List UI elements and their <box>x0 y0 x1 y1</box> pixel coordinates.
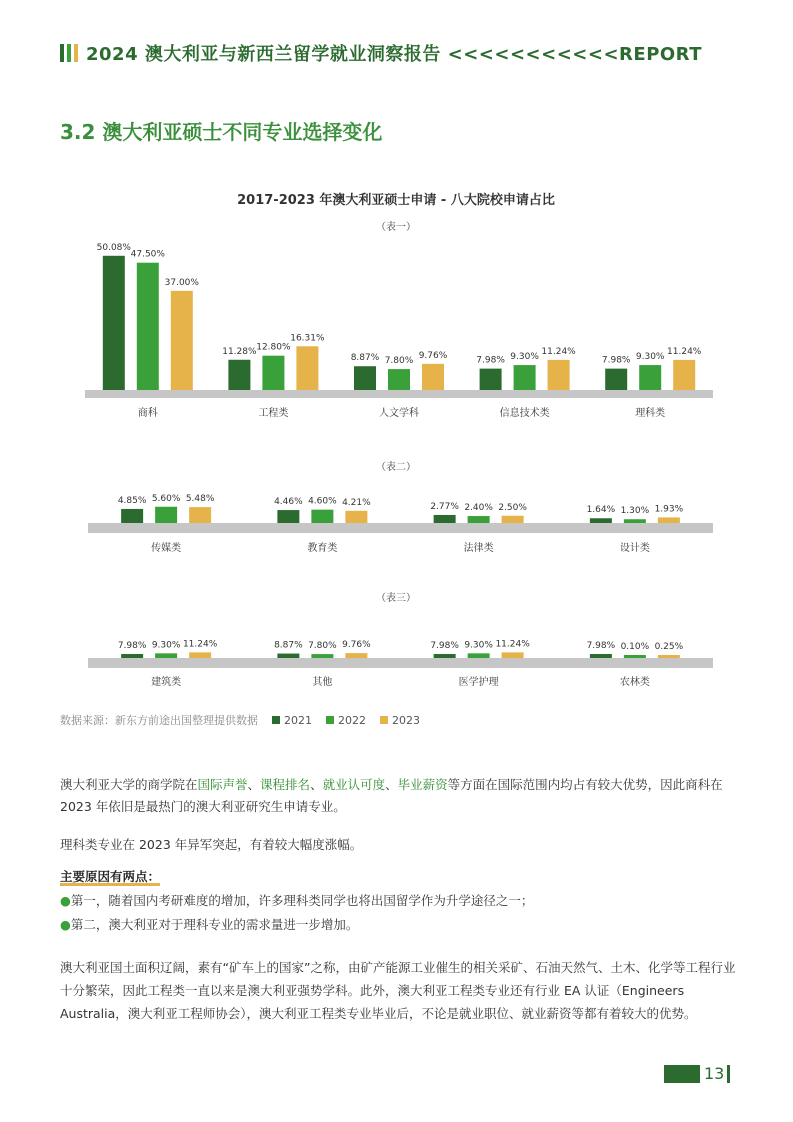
legend-swatch-icon <box>326 716 334 724</box>
report-title: 2024 澳大利亚与新西兰留学就业洞察报告 <<<<<<<<<<<REPORT <box>86 44 703 65</box>
bar-信息技术类-2021 <box>480 369 502 390</box>
legend-swatch-icon <box>272 716 280 724</box>
data-label: 7.98% <box>430 641 459 652</box>
data-label: 4.21% <box>342 497 371 508</box>
bar-人文学科-2022 <box>388 369 410 390</box>
category-label: 人文学科 <box>379 408 419 419</box>
highlight-salary: 毕业薪资 <box>397 777 448 792</box>
data-label: 7.80% <box>384 356 414 367</box>
bar-传媒类-2021 <box>121 509 143 523</box>
bullet-text: 第一，随着国内考研难度的增加，许多理科类同学也将出国留学作为升学途径之一； <box>70 893 534 908</box>
text-run: 、 <box>310 777 323 792</box>
text-run: 、 <box>247 777 261 792</box>
data-label: 50.08% <box>96 242 131 253</box>
paragraph-engineering: 澳大利亚国土面积辽阔，素有“矿车上的国家”之称，由矿产能源工业催生的相关采矿、石油天然气、土木、化学等工程行业十分繁荣，因此工程类一直以来是澳大利亚强势学科。此外，澳大利亚工程类专业还有行业 EA 认证（Engineers Australia，澳大利亚工程师协会），澳大利亚工程类专业毕业后，不论是就业职位、就业薪资等都有着较大的优势。 <box>60 960 736 1021</box>
bar-法律类-2021 <box>434 515 456 523</box>
bar-设计类-2022 <box>624 519 646 523</box>
category-label: 医学护理 <box>458 677 499 688</box>
chart-title: 2017-2023 年澳大利亚硕士申请 - 八大院校申请占比 <box>237 193 555 208</box>
reasons-heading-text: 主要原因有两点： <box>60 869 161 884</box>
bar-农林类-2021 <box>590 654 612 658</box>
data-label: 2.77% <box>430 501 459 512</box>
bar-法律类-2023 <box>502 516 524 523</box>
data-label: 2.50% <box>498 502 527 513</box>
data-label: 11.24% <box>541 346 576 357</box>
bar-农林类-2022 <box>624 655 646 658</box>
text-run: 、 <box>385 777 398 792</box>
data-label: 11.28% <box>222 346 257 357</box>
legend-swatch-icon <box>380 716 388 724</box>
data-label: 7.98% <box>601 355 631 366</box>
bar-传媒类-2023 <box>189 507 211 523</box>
chart-axis-band <box>88 523 713 533</box>
data-label: 47.50% <box>130 249 165 260</box>
data-label: 37.00% <box>164 277 199 288</box>
category-label: 商科 <box>137 408 158 419</box>
bar-其他-2021 <box>277 654 299 658</box>
category-label: 建筑类 <box>151 677 182 688</box>
category-label: 农林类 <box>619 677 650 688</box>
legend-label: 2022 <box>338 713 366 727</box>
bar-教育类-2023 <box>345 511 367 523</box>
data-label: 7.98% <box>117 641 147 652</box>
data-label: 5.60% <box>151 493 181 504</box>
bar-医学护理-2022 <box>468 653 490 658</box>
bar-信息技术类-2022 <box>514 365 536 390</box>
data-label: 4.46% <box>274 497 303 508</box>
category-label: 其他 <box>312 677 333 688</box>
chart-subtitle: （表三） <box>376 593 416 604</box>
data-label: 8.87% <box>274 640 303 651</box>
text-run: 澳大利亚大学的商学院在 <box>60 777 198 792</box>
data-label: 4.60% <box>308 496 337 507</box>
data-label: 4.85% <box>117 495 147 506</box>
bar-医学护理-2023 <box>502 652 524 658</box>
data-label: 9.30% <box>464 640 493 651</box>
bullet-dot-icon: ● <box>60 917 71 932</box>
bar-传媒类-2022 <box>155 507 177 523</box>
bar-其他-2022 <box>311 654 333 658</box>
bullet-item <box>60 890 736 912</box>
page-number: 13 <box>704 1064 725 1083</box>
data-label: 1.30% <box>620 506 650 517</box>
bar-工程类-2022 <box>262 356 284 390</box>
bar-教育类-2022 <box>311 510 333 523</box>
data-label: 9.30% <box>510 352 539 363</box>
footer-end-bar <box>727 1065 730 1083</box>
legend-label: 2023 <box>392 713 420 727</box>
bar-工程类-2023 <box>296 346 318 390</box>
highlight-employment: 就业认可度 <box>322 777 386 792</box>
bar-工程类-2021 <box>228 360 250 390</box>
data-label: 5.48% <box>185 494 215 505</box>
chart-axis-band <box>85 390 713 398</box>
bullet-dot-icon: ● <box>60 893 71 908</box>
text-run: 等方面在国际范围内均占有较大优势，因此商科在 2023 年依旧是最热门的澳大利亚研究生申请专业。 <box>60 777 723 814</box>
header-bar-gold <box>74 44 78 62</box>
legend-item-2022 <box>326 714 366 727</box>
data-label: 9.30% <box>151 640 181 651</box>
data-label: 1.64% <box>586 505 616 516</box>
highlight-ranking: 课程排名 <box>260 777 311 792</box>
bar-信息技术类-2023 <box>548 360 570 390</box>
data-label: 7.98% <box>586 641 616 652</box>
legend-item-2023 <box>380 714 420 727</box>
bar-建筑类-2022 <box>155 653 177 658</box>
highlight-reputation: 国际声誉 <box>197 777 248 792</box>
data-label: 9.76% <box>418 350 448 361</box>
header-bar-dark <box>60 44 64 62</box>
bar-法律类-2022 <box>468 516 490 523</box>
category-label: 工程类 <box>258 408 289 419</box>
data-label: 1.93% <box>654 504 684 515</box>
data-label: 16.31% <box>290 333 325 344</box>
category-label: 理科类 <box>635 408 666 419</box>
bar-农林类-2023 <box>658 655 680 658</box>
data-label: 2.40% <box>464 503 493 514</box>
data-label: 0.25% <box>654 642 684 652</box>
bar-建筑类-2023 <box>189 652 211 658</box>
paragraph-business <box>60 774 736 818</box>
bar-商科-2023 <box>171 291 193 390</box>
footer-bar <box>664 1065 700 1083</box>
bar-人文学科-2021 <box>354 366 376 390</box>
category-label: 信息技术类 <box>499 408 550 419</box>
legend-item-2021 <box>272 714 312 727</box>
chart-subtitle: （表二） <box>376 462 416 473</box>
bar-设计类-2021 <box>590 518 612 523</box>
data-source: 数据来源：新东方前途出国整理提供数据 <box>60 714 258 727</box>
bar-理科类-2023 <box>673 360 695 390</box>
bullet-text: 第二，澳大利亚对于理科专业的需求量进一步增加。 <box>70 917 359 932</box>
bar-商科-2021 <box>103 256 125 390</box>
header-bar-green <box>67 44 71 62</box>
section-title: 3.2 澳大利亚硕士不同专业选择变化 <box>60 120 383 144</box>
bar-人文学科-2023 <box>422 364 444 390</box>
category-label: 法律类 <box>463 543 494 554</box>
data-label: 7.80% <box>308 641 337 652</box>
bar-理科类-2022 <box>639 365 661 390</box>
data-label: 9.30% <box>635 352 665 363</box>
data-label: 7.98% <box>476 355 505 366</box>
data-label: 9.76% <box>342 640 371 651</box>
data-label: 0.10% <box>620 642 650 652</box>
legend-label: 2021 <box>284 713 312 727</box>
chart-legend <box>60 712 420 728</box>
bar-教育类-2021 <box>277 510 299 523</box>
data-label: 11.24% <box>667 346 702 357</box>
bar-建筑类-2021 <box>121 654 143 658</box>
data-label: 11.24% <box>495 639 530 650</box>
bar-医学护理-2021 <box>434 654 456 658</box>
data-label: 8.87% <box>350 353 380 364</box>
category-label: 设计类 <box>619 543 650 554</box>
report-header <box>60 40 702 66</box>
bullet-item <box>60 914 736 936</box>
header-color-bars <box>60 44 78 62</box>
reasons-heading <box>60 866 736 888</box>
bar-其他-2023 <box>345 653 367 658</box>
bar-charts <box>0 180 793 700</box>
chart-subtitle: （表一） <box>376 222 416 233</box>
category-label: 教育类 <box>307 543 338 554</box>
chart-axis-band <box>88 658 713 668</box>
paragraph-science: 理科类专业在 2023 年异军突起，有着较大幅度涨幅。 <box>60 837 363 852</box>
data-label: 12.80% <box>256 342 291 353</box>
data-label: 11.24% <box>182 639 218 650</box>
bar-理科类-2021 <box>605 369 627 390</box>
page-footer <box>664 1064 730 1083</box>
category-label: 传媒类 <box>151 543 182 554</box>
bar-设计类-2023 <box>658 517 680 523</box>
bar-商科-2022 <box>137 263 159 390</box>
